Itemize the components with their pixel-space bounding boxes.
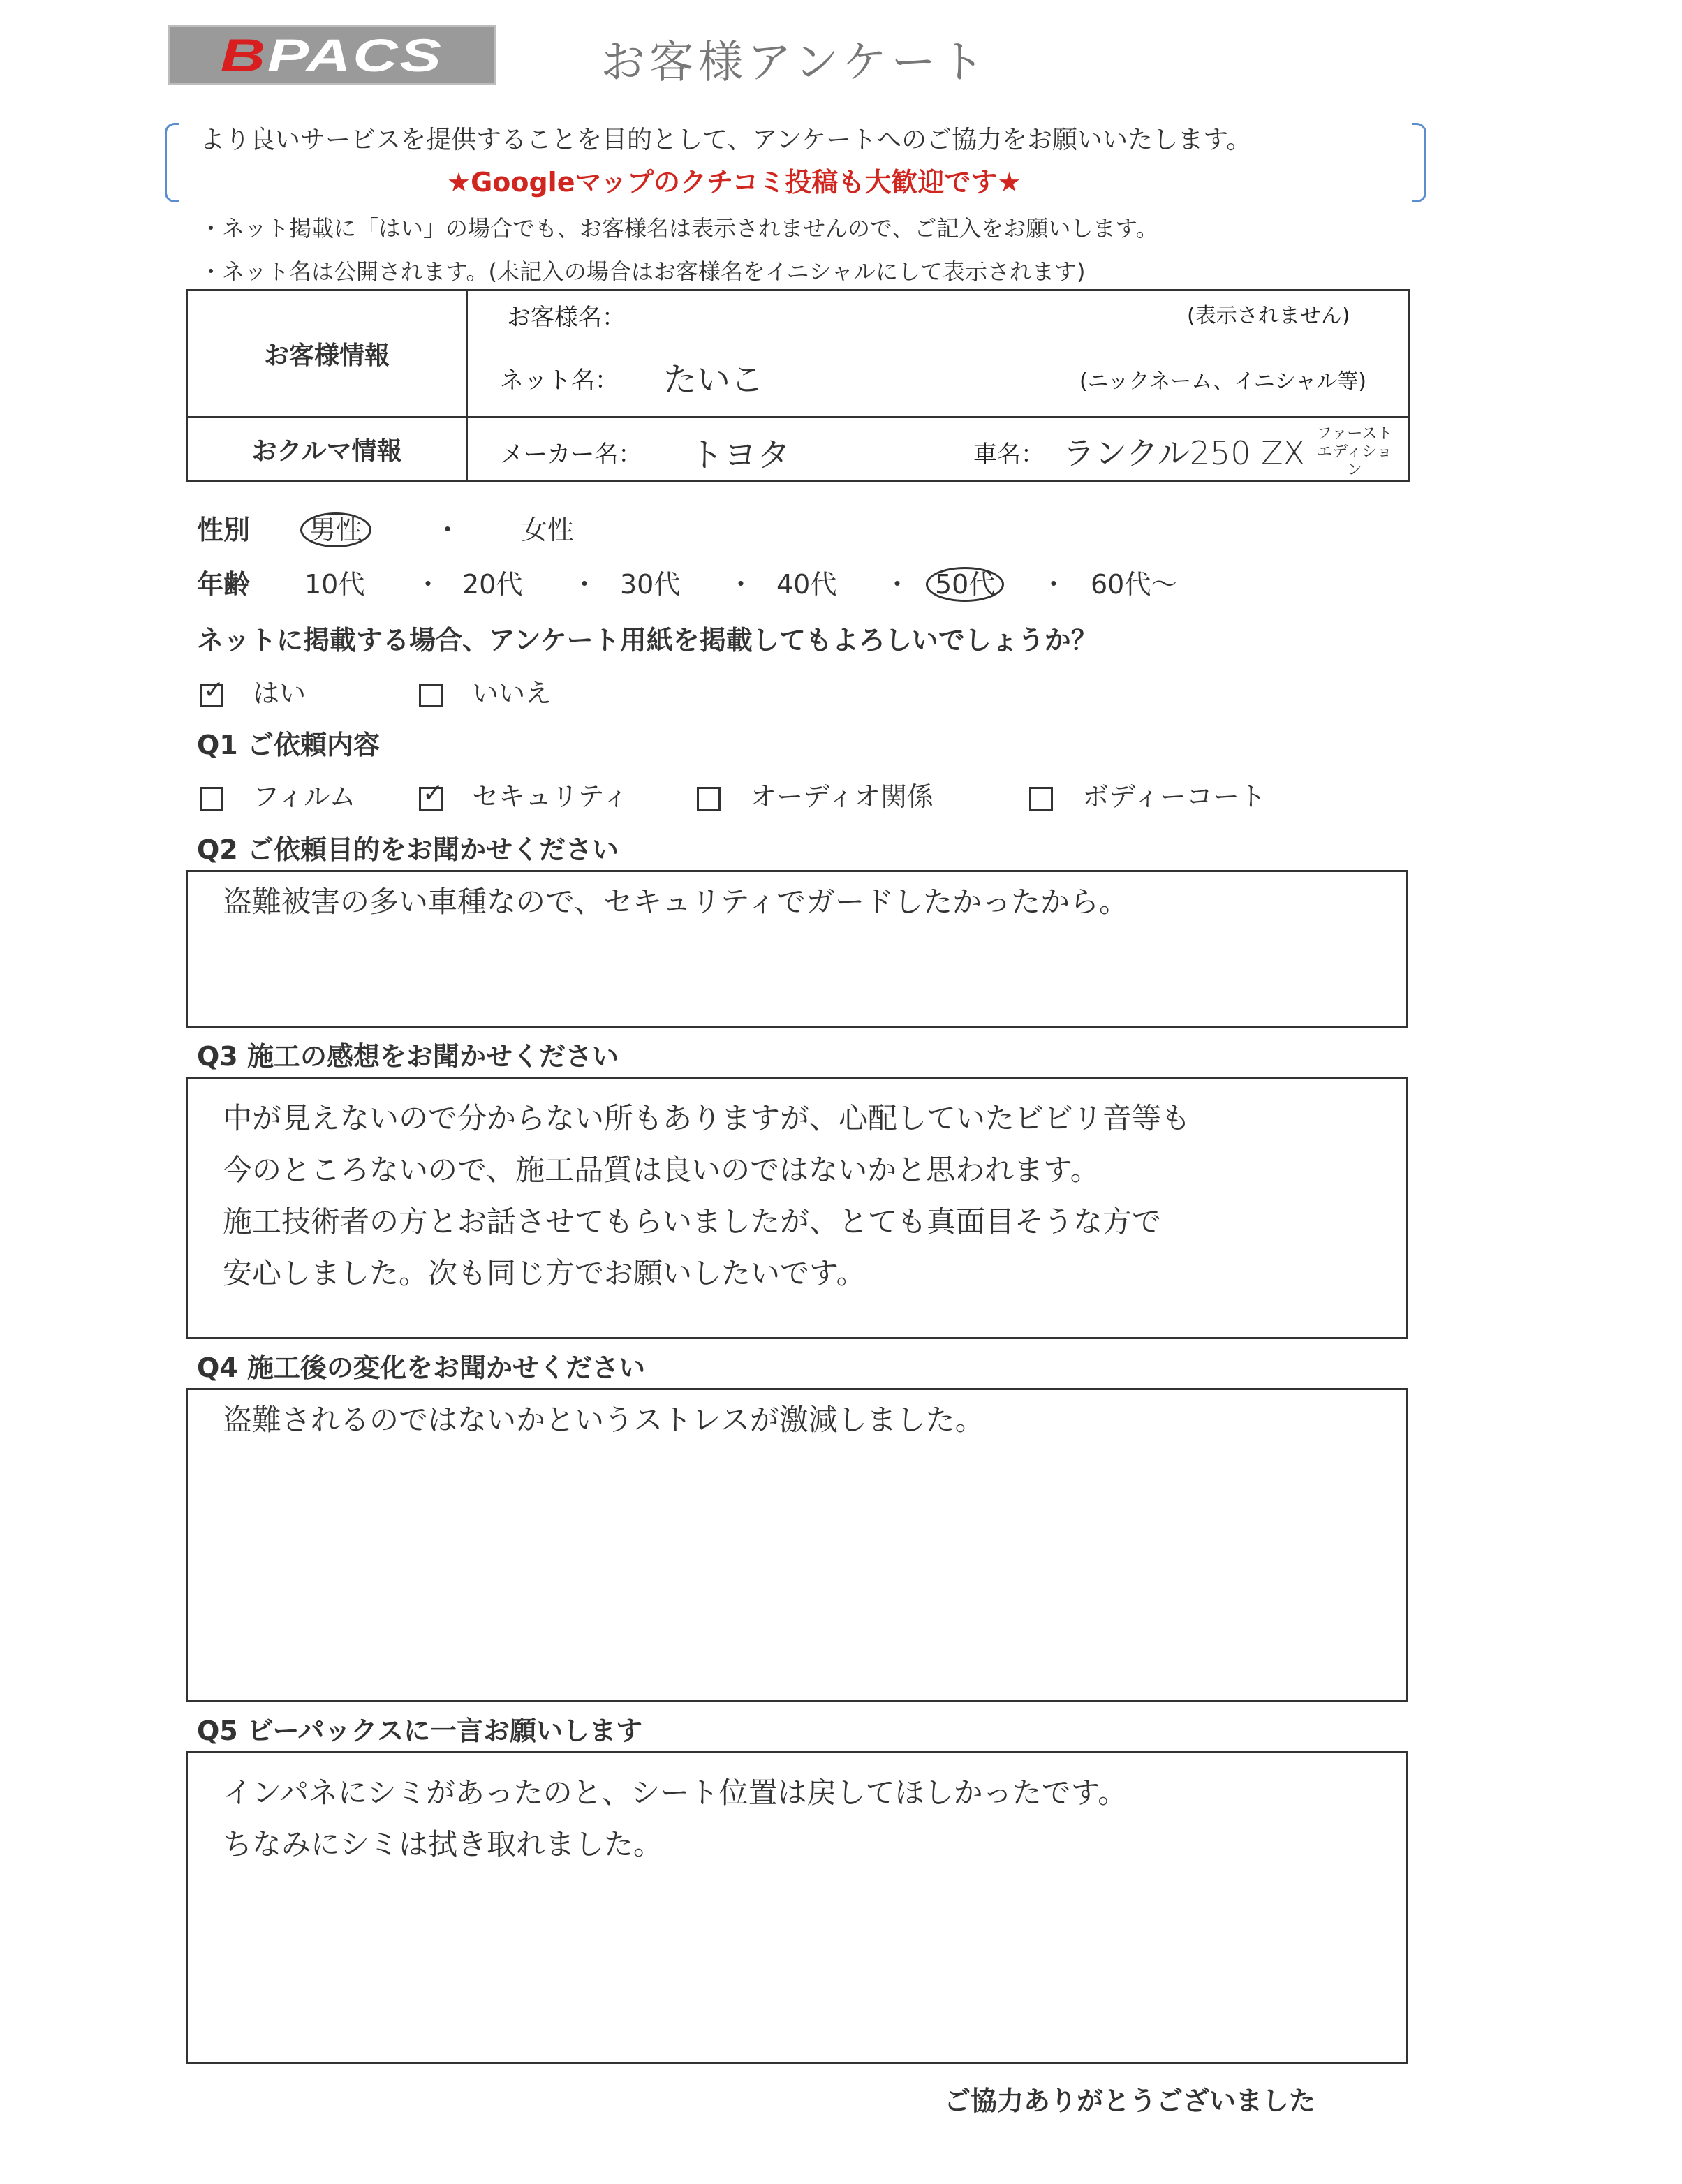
age-separator: ・: [1040, 569, 1068, 600]
checkbox-yes[interactable]: [200, 684, 223, 707]
publish-yes[interactable]: [200, 672, 306, 710]
bpacs-logo: [168, 25, 496, 85]
intro-text: より良いサービスを提供することを目的として、アンケートへのご協力をお願いいたします。: [200, 126, 1252, 154]
checkbox-film[interactable]: [200, 787, 223, 811]
publish-no[interactable]: [419, 672, 552, 710]
customer-name-note: (表示されません): [1187, 304, 1350, 328]
maker-label: メーカー名：: [500, 441, 642, 468]
q1-option-security[interactable]: [419, 775, 628, 813]
q4-answer-box[interactable]: [186, 1388, 1408, 1702]
logo-rest: PACS: [267, 29, 443, 81]
age-option-20s[interactable]: 20代: [462, 569, 523, 600]
google-promo: ★Googleマップのクチコミ投稿も大歓迎です★: [447, 167, 1021, 198]
car-info-fields: [467, 418, 1410, 482]
model-field[interactable]: ランクル250 ZX: [1063, 434, 1306, 472]
age-option-10s[interactable]: 10代: [304, 569, 365, 600]
customer-info-fields: [467, 290, 1410, 418]
q3-answer-line: 中が見えないので分からない所もありますが、心配していたビビリ音等も: [223, 1101, 1191, 1135]
q1-option-bodycoat[interactable]: [1029, 775, 1266, 813]
bracket-right: [1412, 123, 1426, 202]
age-separator: ・: [415, 569, 442, 600]
checkbox-audio[interactable]: [697, 787, 721, 811]
q1-film-label: フィルム: [253, 781, 356, 812]
q2-answer-box[interactable]: [186, 870, 1408, 1028]
gender-option-male[interactable]: 男性: [300, 508, 371, 547]
q5-answer-box[interactable]: [186, 1751, 1408, 2064]
logo-b: B: [220, 29, 267, 81]
model-field-edition: ファースト エディション: [1316, 425, 1393, 479]
checkbox-no[interactable]: [419, 684, 443, 707]
q1-option-audio[interactable]: [697, 775, 934, 813]
q3-answer-box[interactable]: [186, 1077, 1408, 1339]
q3-answer-line: 安心しました。次も同じ方でお願いしたいです。: [223, 1256, 866, 1290]
bracket-left: [165, 123, 179, 202]
q5-label: Q5 ビーパックスに一言お願いします: [197, 1716, 643, 1746]
q4-label: Q4 施工後の変化をお聞かせください: [197, 1352, 645, 1383]
info-table: [186, 289, 1410, 482]
q2-answer-line: 盗難被害の多い車種なので、セキュリティでガードしたかったから。: [223, 885, 1128, 919]
age-option-40s[interactable]: 40代: [776, 569, 837, 600]
q1-audio-label: オーディオ関係: [750, 781, 934, 812]
customer-name-label: お客様名：: [507, 304, 626, 332]
maker-field[interactable]: トヨタ: [690, 436, 791, 475]
age-separator: ・: [728, 569, 755, 600]
page-title: お客様アンケート: [600, 37, 989, 89]
net-name-label: ネット名：: [500, 367, 619, 394]
q5-answer-line: ちなみにシミは拭き取れました。: [223, 1827, 663, 1861]
note-1: ・ネット掲載に「はい」の場合でも、お客様名は表示されませんので、ご記入をお願いします。: [200, 215, 1158, 242]
age-label: 年齢: [197, 569, 251, 600]
q3-answer-line: 施工技術者の方とお話させてもらいましたが、とても真面目そうな方で: [223, 1204, 1162, 1239]
net-name-note: (ニックネーム、イニシャル等): [1079, 369, 1367, 394]
q3-answer-line: 今のところないので、施工品質は良いのではないかと思われます。: [223, 1153, 1100, 1187]
age-option-50s[interactable]: 50代: [926, 563, 1004, 601]
checkbox-bodycoat[interactable]: [1029, 787, 1053, 811]
q5-answer-line: インパネにシミがあったのと、シート位置は戻してほしかったです。: [223, 1776, 1128, 1810]
publish-question: ネットに掲載する場合、アンケート用紙を掲載してもよろしいでしょうか？: [197, 625, 1098, 656]
q1-security-label: セキュリティ: [472, 781, 629, 812]
gender-separator: ・: [434, 515, 462, 545]
age-option-60s[interactable]: 60代〜: [1091, 569, 1178, 600]
q1-option-film[interactable]: [200, 775, 356, 813]
net-name-field[interactable]: たいこ: [663, 360, 765, 399]
thanks-text: ご協力ありがとうございました: [944, 2086, 1316, 2116]
publish-yes-label: はい: [253, 678, 307, 709]
age-option-30s[interactable]: 30代: [620, 569, 681, 600]
publish-no-label: いいえ: [472, 678, 552, 709]
age-separator: ・: [884, 569, 911, 600]
q1-bodycoat-label: ボディーコート: [1082, 781, 1267, 812]
q3-label: Q3 施工の感想をお聞かせください: [197, 1041, 619, 1072]
car-info-label: おクルマ情報: [187, 418, 467, 482]
customer-info-label: お客様情報: [187, 290, 467, 418]
gender-label: 性別: [197, 515, 251, 545]
q4-answer-line: 盗難されるのではないかというストレスが激減しました。: [223, 1403, 984, 1437]
gender-option-female[interactable]: 女性: [521, 515, 575, 545]
q2-label: Q2 ご依頼目的をお聞かせください: [197, 834, 619, 865]
note-2: ・ネット名は公開されます。(未記入の場合はお客様名をイニシャルにして表示されます): [200, 258, 1086, 285]
age-separator: ・: [571, 569, 598, 600]
checkbox-security[interactable]: [419, 787, 443, 811]
q1-label: Q1 ご依頼内容: [197, 730, 380, 760]
model-label: 車名：: [973, 441, 1045, 468]
